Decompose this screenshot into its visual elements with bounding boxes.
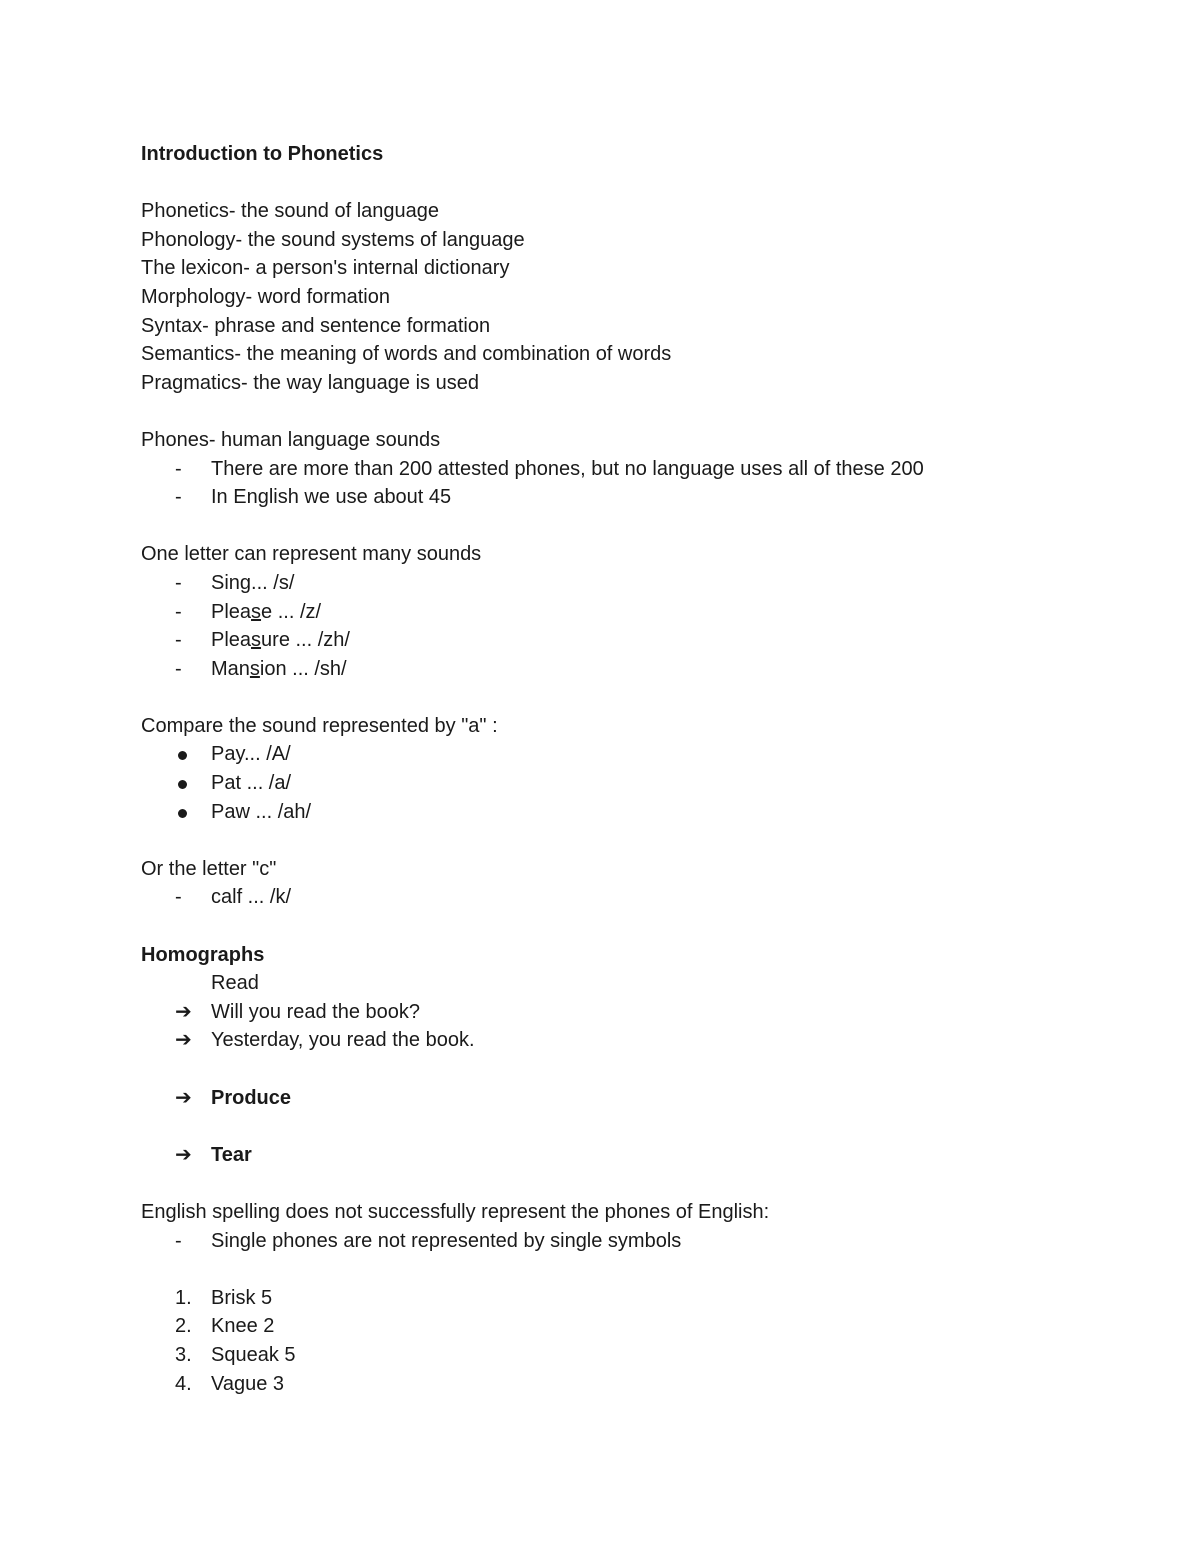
list-item: 1. Brisk 5 [141,1284,1141,1313]
arrow-right-icon: ➔ [175,1000,192,1023]
one-letter-heading: One letter can represent many sounds [141,543,482,566]
arrow-right-icon: ➔ [175,1029,192,1052]
list-item: - calf ... /k/ [141,883,1141,912]
list-item: 2. Knee 2 [141,1312,1141,1341]
compare-a-heading: Compare the sound represented by "a" : [141,714,498,737]
definition-syntax: Syntax- phrase and sentence formation [141,314,491,337]
bullet-icon [178,780,187,789]
dash-marker: - [175,657,182,680]
letter-c-heading: Or the letter "c" [141,857,277,880]
list-item: 4. Vague 3 [141,1370,1141,1399]
number-marker: 3. [175,1343,192,1366]
list-item: ➔ Produce [141,1084,1141,1113]
definition-morphology: Morphology- word formation [141,285,390,308]
definition-phonetics: Phonetics- the sound of language [141,200,439,223]
arrow-right-icon: ➔ [175,1143,192,1166]
list-item: - Please ... /z/ [141,598,1141,627]
list-item: 3. Squeak 5 [141,1341,1141,1370]
list-item: ➔ Will you read the book? [141,998,1141,1027]
homographs-heading: Homographs [141,943,265,966]
dash-marker: - [175,600,182,623]
number-marker: 1. [175,1286,192,1309]
list-item: ➔ Yesterday, you read the book. [141,1026,1141,1055]
arrow-right-icon: ➔ [175,1086,192,1109]
bullet-icon [178,809,187,818]
spelling-heading: English spelling does not successfully represent the phones of English: [141,1200,770,1223]
document-title: Introduction to Phonetics [141,143,384,165]
list-item: - In English we use about 45 [141,483,1141,512]
dash-marker: - [175,629,182,652]
document-page [141,140,1141,1398]
list-item: - Sing... /s/ [141,569,1141,598]
definition-semantics: Semantics- the meaning of words and combination of words [141,343,672,366]
bullet-icon [178,751,187,760]
dash-marker: - [175,457,182,480]
number-marker: 2. [175,1315,192,1338]
read-word: Read [211,972,259,995]
list-item: Pat ... /a/ [141,769,1141,798]
dash-marker: - [175,886,182,909]
number-marker: 4. [175,1372,192,1395]
list-item: - There are more than 200 attested phones, but no language uses all of these 200 [141,455,1141,484]
dash-marker: - [175,571,182,594]
definition-pragmatics: Pragmatics- the way language is used [141,371,479,394]
list-item: - Single phones are not represented by single symbols [141,1227,1141,1256]
dash-marker: - [175,1229,182,1252]
list-item: ➔ Tear [141,1141,1141,1170]
phones-heading: Phones- human language sounds [141,428,441,451]
list-item: Pay... /A/ [141,740,1141,769]
list-item: - Pleasure ... /zh/ [141,626,1141,655]
definition-phonology: Phonology- the sound systems of language [141,228,525,251]
list-item: Paw ... /ah/ [141,798,1141,827]
definition-lexicon: The lexicon- a person's internal dictionary [141,257,510,280]
list-item: - Mansion ... /sh/ [141,655,1141,684]
dash-marker: - [175,486,182,509]
